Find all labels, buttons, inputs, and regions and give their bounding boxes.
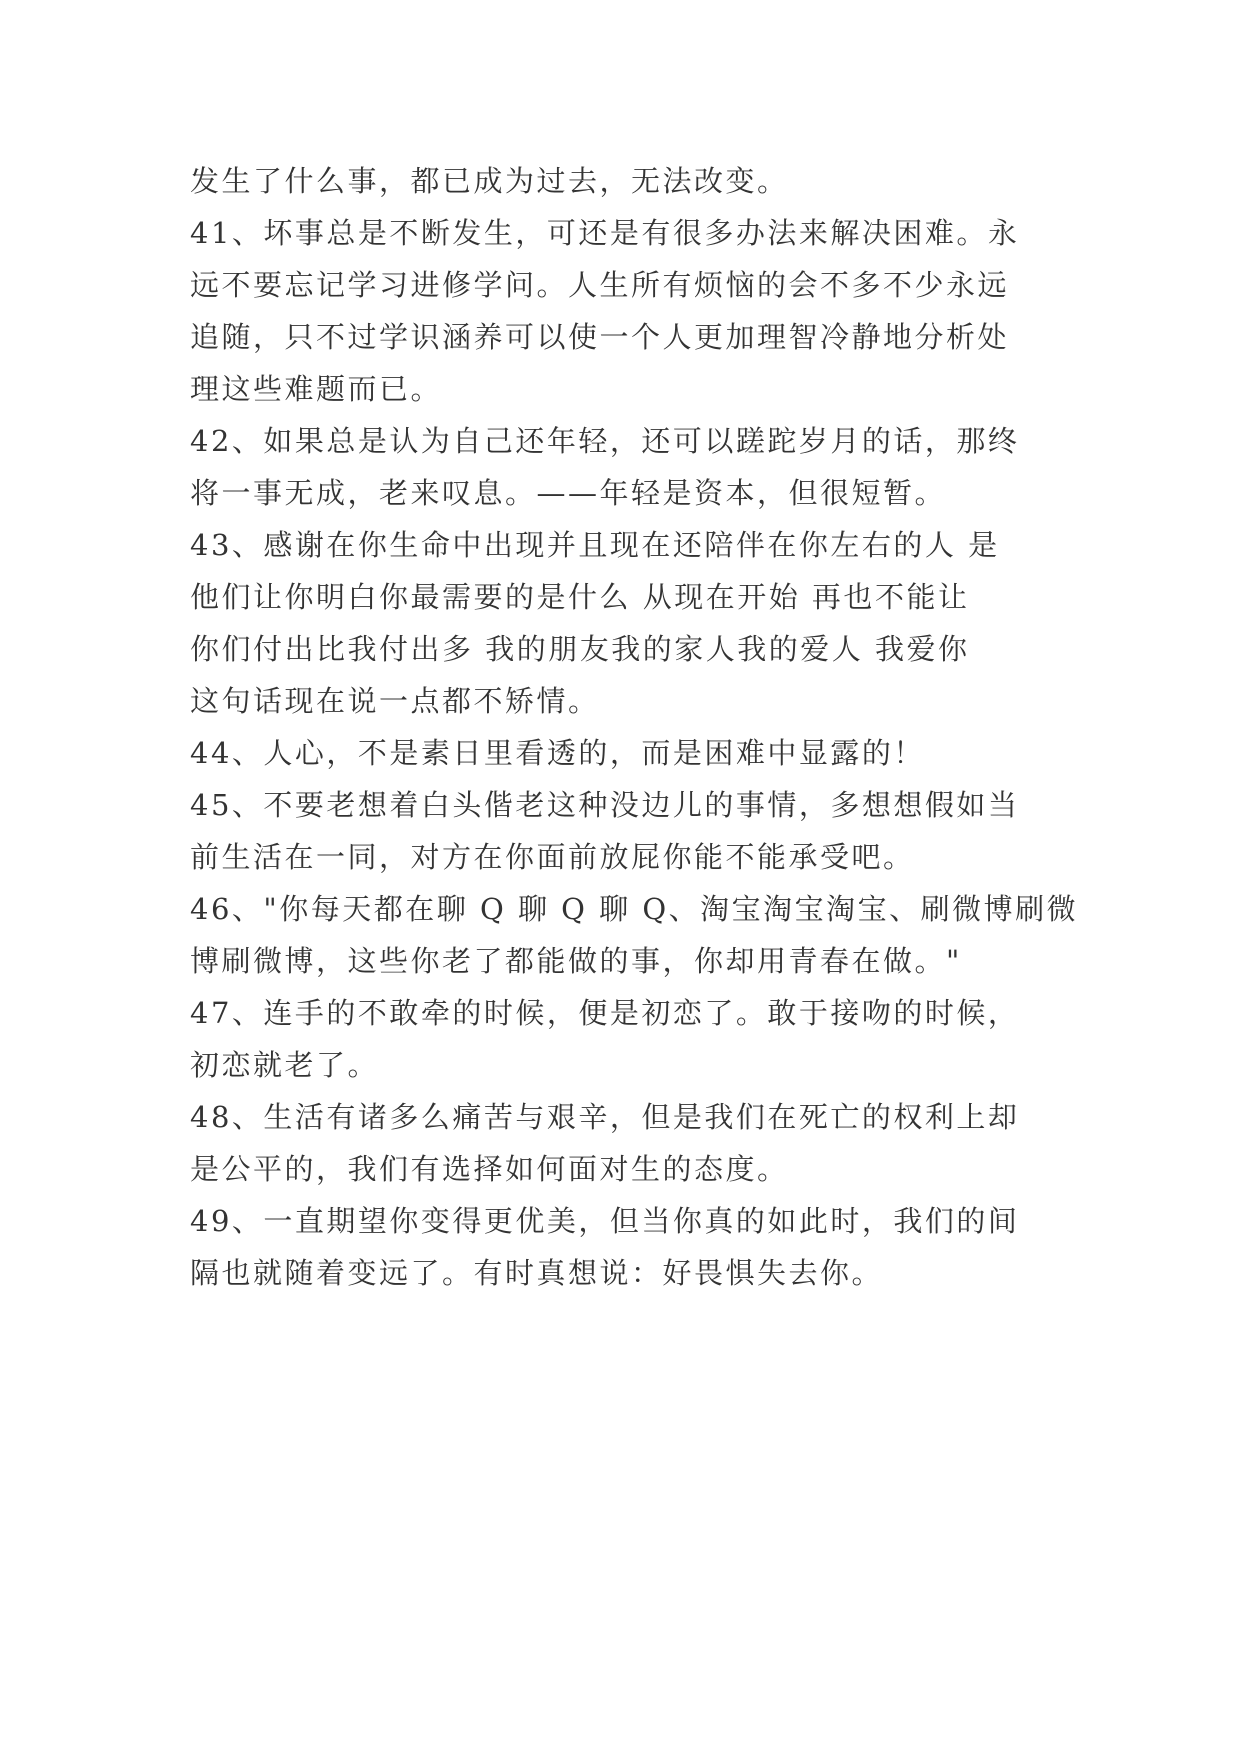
text-line: 45、不要老想着白头偕老这种没边儿的事情，多想想假如当	[190, 788, 1020, 822]
text-line: 46、"你每天都在聊 Q 聊 Q 聊 Q、淘宝淘宝淘宝、刷微博刷微	[190, 892, 1079, 926]
text-line: 42、如果总是认为自己还年轻，还可以蹉跎岁月的话，那终	[190, 424, 1020, 458]
text-line: 理这些难题而已。	[190, 372, 443, 406]
text-line: 41、坏事总是不断发生，可还是有很多办法来解决困难。永	[190, 216, 1020, 250]
text-body	[190, 155, 1079, 1299]
text-line: 追随，只不过学识涵养可以使一个人更加理智冷静地分析处	[190, 320, 1010, 354]
text-line: 远不要忘记学习进修学问。人生所有烦恼的会不多不少永远	[190, 268, 1010, 302]
text-line: 将一事无成，老来叹息。——年轻是资本，但很短暂。	[190, 476, 947, 510]
text-line: 47、连手的不敢牵的时候，便是初恋了。敢于接吻的时候，	[190, 996, 1020, 1030]
text-line: 初恋就老了。	[190, 1048, 380, 1082]
text-line: 你们付出比我付出多 我的朋友我的家人我的爱人 我爱你	[190, 632, 970, 666]
text-line: 这句话现在说一点都不矫情。	[190, 684, 600, 718]
text-line: 49、一直期望你变得更优美，但当你真的如此时，我们的间	[190, 1204, 1020, 1238]
text-line: 43、感谢在你生命中出现并且现在还陪伴在你左右的人 是	[190, 528, 1000, 562]
text-line: 44、人心，不是素日里看透的，而是困难中显露的！	[190, 736, 925, 770]
text-line: 48、生活有诸多么痛苦与艰辛，但是我们在死亡的权利上却	[190, 1100, 1020, 1134]
text-line: 博刷微博，这些你老了都能做的事，你却用青春在做。"	[190, 944, 962, 978]
text-line: 前生活在一同，对方在你面前放屁你能不能承受吧。	[190, 840, 915, 874]
text-line: 发生了什么事，都已成为过去，无法改变。	[190, 164, 789, 198]
text-line: 隔也就随着变远了。有时真想说：好畏惧失去你。	[190, 1256, 884, 1290]
text-line: 他们让你明白你最需要的是什么 从现在开始 再也不能让	[190, 580, 970, 614]
text-line: 是公平的，我们有选择如何面对生的态度。	[190, 1152, 789, 1186]
